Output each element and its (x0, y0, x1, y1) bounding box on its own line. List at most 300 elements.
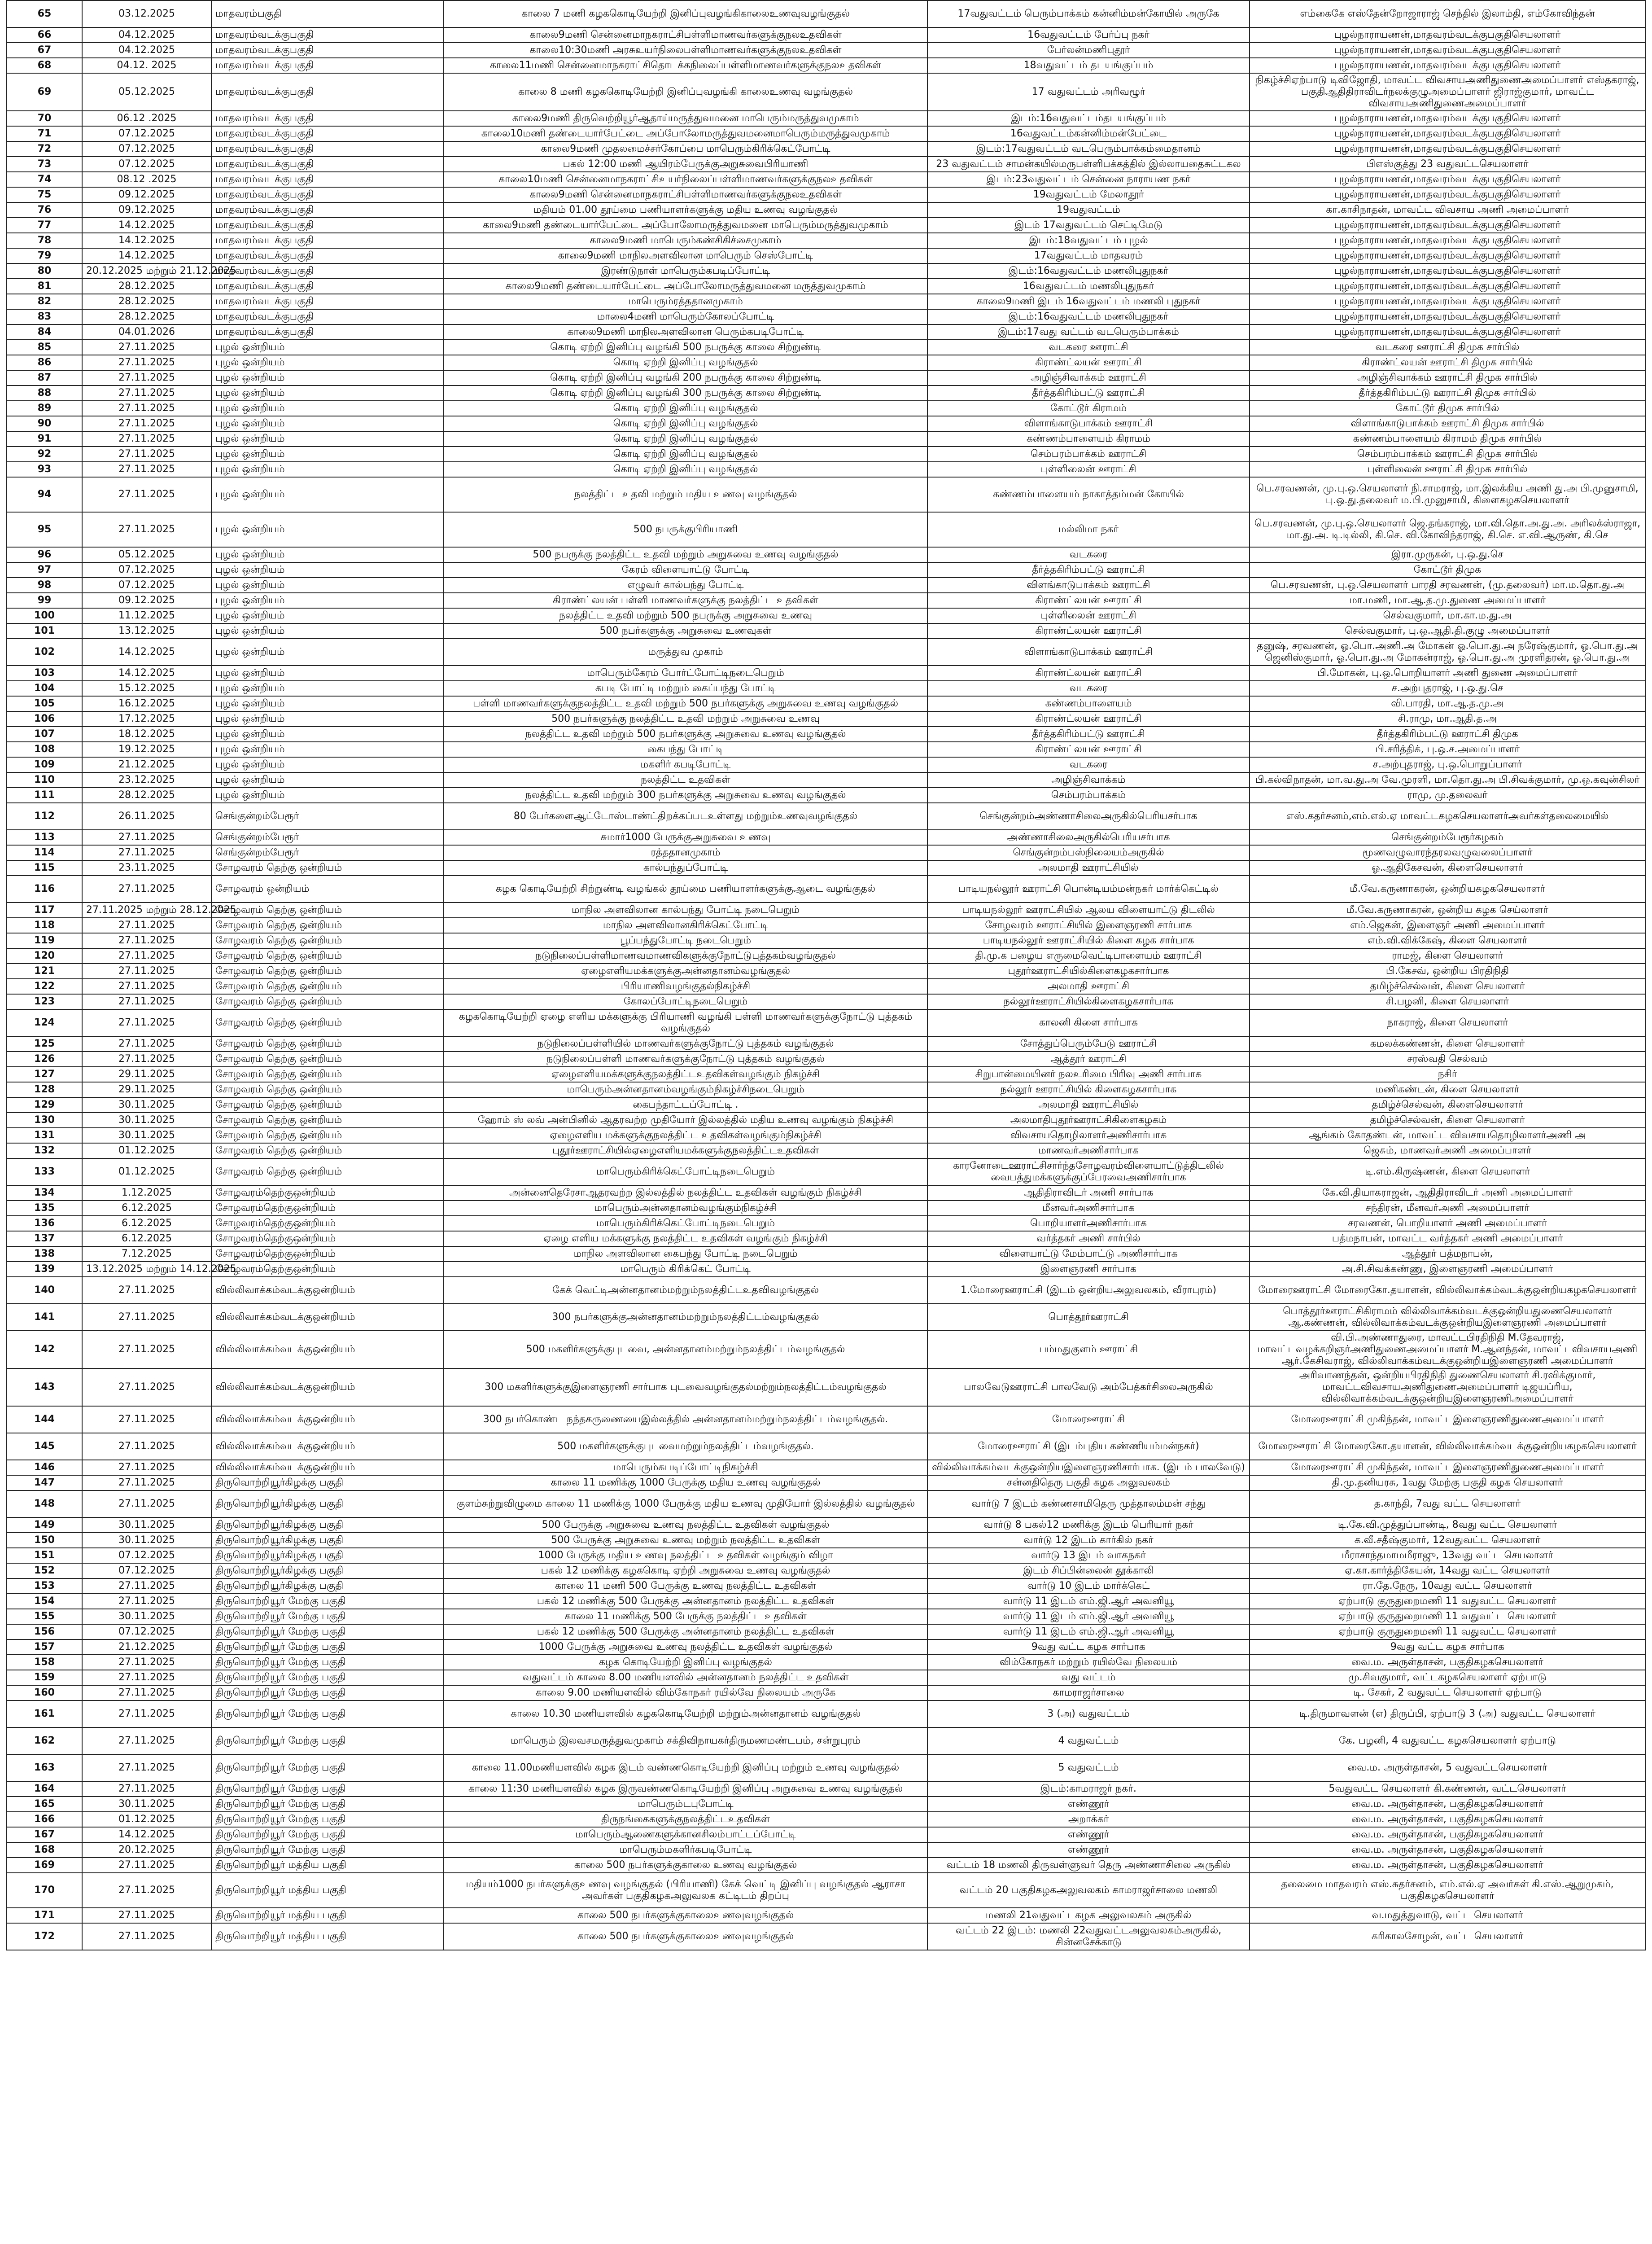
row-venue: 19வதுவட்டம் (927, 202, 1250, 218)
row-number: 71 (7, 126, 82, 141)
row-number: 139 (7, 1262, 82, 1277)
table-row (7, 187, 1645, 202)
row-venue: இடம்:17வதுவட்டம் வடபெரும்பாக்கம்மைதானம் (927, 141, 1250, 157)
row-venue: கிராண்ட்லயன் ஊராட்சி (927, 593, 1250, 608)
row-area: சோழவரம் தெற்கு ஒன்றியம் (211, 979, 444, 994)
table-row (7, 1009, 1645, 1036)
row-event: காலை9மணி சென்னைமாநகராட்சிபள்ளிமாணவர்களுக்குநலஉதவிகள் (444, 27, 927, 43)
row-organiser: புழல்நாராயணன்,மாதவரம்வடக்குபகுதிசெயலாளர் (1250, 294, 1645, 309)
row-venue: சோழவரம் ஊராட்சியில் இளைஞரணி சார்பாக (927, 918, 1250, 933)
row-date: 28.12.2025 (82, 279, 211, 294)
row-venue: சோத்துப்பெரும்பேடு ஊராட்சி (927, 1036, 1250, 1052)
table-row (7, 830, 1645, 845)
row-event: கைபந்தாட்டப்போட்டி . (444, 1097, 927, 1113)
row-event: பகல் 12 மணிக்கு 500 பேருக்கு அன்னதானம் நலத்திட்ட உதவிகள் (444, 1594, 927, 1609)
row-number: 151 (7, 1548, 82, 1563)
row-venue: தீர்த்தகிரிம்பட்டு ஊராட்சி (927, 562, 1250, 578)
row-organiser: பொத்தூர்ஊராட்சிகிராமம் வில்லிவாக்கம்வடக்குஒன்றியதுணைசெயலாளர் ஆ.கண்ணன், வில்லிவாக்கம்வடக்குஒன்றியஇளைஞரணி அமைப்பாளர் (1250, 1304, 1645, 1331)
row-number: 138 (7, 1246, 82, 1262)
row-date: 20.12.2025 (82, 1842, 211, 1858)
row-area: புழல் ஒன்றியம் (211, 696, 444, 711)
row-date: 27.11.2025 (82, 1655, 211, 1670)
row-number: 155 (7, 1609, 82, 1624)
row-venue: விம்கோநகர் மற்றும் ரயில்வே நிலையம் (927, 1655, 1250, 1670)
row-date: 27.11.2025 (82, 1490, 211, 1517)
row-organiser: மோரைஊராட்சி முகிந்தன், மாவட்டஇளைஞரணிதுணைஅமைப்பாளர் (1250, 1460, 1645, 1475)
table-row (7, 462, 1645, 477)
row-date: 19.12.2025 (82, 742, 211, 757)
table-row (7, 1490, 1645, 1517)
row-date: 27.11.2025 (82, 1873, 211, 1908)
row-event: காலை 8 மணி கழககொடியேற்றி இனிப்புவழங்கி காலைஉணவு வழங்குதல் (444, 73, 927, 111)
table-row (7, 1304, 1645, 1331)
row-date: 27.11.2025 (82, 994, 211, 1009)
row-organiser: ஜெசும், மாணவர்அணி அமைப்பாளர் (1250, 1143, 1645, 1158)
row-area: புழல் ஒன்றியம் (211, 355, 444, 370)
row-event: கொடி ஏற்றி இனிப்பு வழங்குதல் (444, 431, 927, 447)
row-area: புழல் ஒன்றியம் (211, 416, 444, 431)
row-date: 27.11.2025 (82, 477, 211, 512)
table-row (7, 58, 1645, 73)
row-number: 149 (7, 1517, 82, 1533)
row-organiser: புழல்நாராயணன்,மாதவரம்வடக்குபகுதிசெயலாளர் (1250, 172, 1645, 187)
row-number: 135 (7, 1201, 82, 1216)
row-event: நடுநிலைப்பள்ளியில் மாணவர்களுக்குநோட்டு புத்தகம் வழங்குதல் (444, 1036, 927, 1052)
row-venue: வார்டு 7 இடம் கண்ணசாமிதெரு முத்தாலம்மன் சந்து (927, 1490, 1250, 1517)
row-area: செங்குன்றம்பேரூர் (211, 830, 444, 845)
row-date: 06.12 .2025 (82, 111, 211, 126)
row-number: 101 (7, 623, 82, 639)
row-event: கால்பந்துப்போட்டி (444, 860, 927, 876)
table-row (7, 324, 1645, 340)
row-event: காலை9மணி திருவெற்றியூர்ஆதாய்மருத்துவமனை மாபெரும்மருத்துவமுகாம் (444, 111, 927, 126)
table-row (7, 1052, 1645, 1067)
row-date: 30.11.2025 (82, 1097, 211, 1113)
row-organiser: ச.அற்புதராஜ், பு.ஒ.பொறுப்பாளர் (1250, 757, 1645, 772)
row-venue: கிராண்ட்லயன் ஊராட்சி (927, 666, 1250, 681)
row-event: கைபந்து போட்டி (444, 742, 927, 757)
row-number: 127 (7, 1067, 82, 1082)
row-organiser: ஏற்பாடு குருதுறைமணி 11 வதுவட்ட செயலாளர் (1250, 1594, 1645, 1609)
row-venue: எண்ணூர் (927, 1842, 1250, 1858)
table-row (7, 1594, 1645, 1609)
table-row (7, 1113, 1645, 1128)
row-date: 05.12.2025 (82, 547, 211, 562)
table-row (7, 681, 1645, 696)
row-organiser: சரஸ்வதி செல்வம் (1250, 1052, 1645, 1067)
row-area: திருவொற்றியூர் மேற்கு பகுதி (211, 1701, 444, 1727)
row-event: காலை9மணி மாபெரும்கண்சிகிச்சைமுகாம் (444, 233, 927, 248)
row-event: காலை 500 நபர்களுக்குகாலைஉணவுவழங்குதல் (444, 1908, 927, 1923)
table-row (7, 639, 1645, 666)
row-number: 107 (7, 727, 82, 742)
row-venue: பாடியநல்லூர் ஊராட்சி பொன்டியம்மன்நகர் மார்க்கெட்டில் (927, 876, 1250, 903)
row-organiser: செல்வகுமார், பு.ஒ.ஆதி.தி.குழு அமைப்பாளர் (1250, 623, 1645, 639)
table-row (7, 994, 1645, 1009)
table-row (7, 788, 1645, 803)
row-venue: வார்டு 11 இடம் எம்.ஜி.ஆர் அவனியூ (927, 1624, 1250, 1639)
row-organiser: எம்.வி.விக்கேஷ், கிளை செயலாளர் (1250, 933, 1645, 948)
table-row (7, 340, 1645, 355)
row-event: கேக் வெட்டிஅன்னதானம்மற்றும்நலத்திட்டஉதவிவழங்குதல் (444, 1277, 927, 1304)
row-event: பகல் 12 மணிக்கு கழககொடி ஏற்றி அறுசுவை உணவு வழங்குதல் (444, 1563, 927, 1578)
row-event: மாபெரும்கேரம் போர்ட்போட்டிநடைபெறும் (444, 666, 927, 681)
row-event: 500 நபருக்குபிரியாணி (444, 512, 927, 547)
row-organiser: கே.வி.தியாகராஜன், ஆதிதிராவிடர் அணி அமைப்பாளர் (1250, 1185, 1645, 1201)
row-number: 132 (7, 1143, 82, 1158)
row-date: 04.12. 2025 (82, 58, 211, 73)
row-venue: அலமாதிபுதூர்ஊராட்சிகிளைகழகம் (927, 1113, 1250, 1128)
row-venue: இடம் சிப்பின்லைன் தூக்காலி (927, 1563, 1250, 1578)
row-venue: மோரைஊராட்சி (927, 1406, 1250, 1433)
row-event: மாபெரும்கிரிக்கெட்போட்டிநடைபெறும் (444, 1216, 927, 1231)
table-row (7, 918, 1645, 933)
table-row (7, 845, 1645, 860)
row-event: இரண்டுநாள் மாபெரும்கபடிப்போட்டி (444, 263, 927, 279)
row-event: மாபெரும்கபடிப்போட்டிநிகழ்ச்சி (444, 1460, 927, 1475)
row-number: 81 (7, 279, 82, 294)
row-event: காலை10மணி தண்டையார்பேட்டை அப்போலோமருத்துவமனைமாபெரும்மருத்துவமுகாம் (444, 126, 927, 141)
row-organiser: ஆங்கம் கோதண்டன், மாவட்ட விவசாயதொழிலாளர்அணி அ (1250, 1128, 1645, 1143)
row-venue: புதூர்ஊராட்சியில்கிளைகழகசார்பாக (927, 964, 1250, 979)
row-number: 93 (7, 462, 82, 477)
row-area: புழல் ஒன்றியம் (211, 477, 444, 512)
row-event: 500 நபர்களுக்கு அறுசுவை உணவுகள் (444, 623, 927, 639)
row-organiser: மா.மணி, மா.ஆ.த.மு.துணை அமைப்பாளர் (1250, 593, 1645, 608)
row-area: புழல் ஒன்றியம் (211, 757, 444, 772)
row-date: 16.12.2025 (82, 696, 211, 711)
row-event: ஏழை எளிய மக்களுக்கு நலத்திட்ட உதவிகள் வழங்கும் நிகழ்ச்சி (444, 1231, 927, 1246)
row-event: கொடி ஏற்றி இனிப்பு வழங்குதல் (444, 355, 927, 370)
row-event: 300 நபர்கொண்ட நந்தகருணையைஇல்லத்தில் அன்னதானம்மற்றும்நலத்திட்டம்வழங்குதல். (444, 1406, 927, 1433)
row-date: 01.12.2025 (82, 1143, 211, 1158)
row-date: 6.12.2025 (82, 1216, 211, 1231)
row-event: கழககொடியேற்றி ஏழை எளிய மக்களுக்கு பிரியாணி வழங்கி பள்ளி மாணவர்களுக்குநோட்டு புத்தகம் வழங்குதல் (444, 1009, 927, 1036)
row-area: சோழவரம் தெற்கு ஒன்றியம் (211, 1082, 444, 1097)
row-number: 88 (7, 386, 82, 401)
row-date: 27.11.2025 (82, 1578, 211, 1594)
row-date: 27.11.2025 (82, 1701, 211, 1727)
row-date: 27.11.2025 (82, 1781, 211, 1797)
row-organiser: மோரைஊராட்சி முகிந்தன், மாவட்டஇளைஞரணிதுணைஅமைப்பாளர் (1250, 1406, 1645, 1433)
row-number: 96 (7, 547, 82, 562)
row-venue: சன்னதிதெரு பகுதி கழக அலுவலகம் (927, 1475, 1250, 1490)
row-venue: 4 வதுவட்டம் (927, 1727, 1250, 1754)
table-row (7, 578, 1645, 593)
row-organiser: 5வதுவட்ட செயலாளர் கி.கண்ணன், வட்டசெயலாளர் (1250, 1781, 1645, 1797)
row-venue: வில்லிவாக்கம்வடக்குஒன்றியஇளைஞரணிசார்பாக. (இடம் பாலவேடு) (927, 1460, 1250, 1475)
row-date: 18.12.2025 (82, 727, 211, 742)
row-number: 102 (7, 639, 82, 666)
row-organiser: மூணவழுவாரந்தரலவழுவலைப்பாளர் (1250, 845, 1645, 860)
row-date: 14.12.2025 (82, 218, 211, 233)
table-row (7, 1036, 1645, 1052)
row-number: 104 (7, 681, 82, 696)
row-date: 27.11.2025 (82, 845, 211, 860)
row-organiser: சந்திரன், மீனவர்அணி அமைப்பாளர் (1250, 1201, 1645, 1216)
row-number: 70 (7, 111, 82, 126)
row-area: திருவொற்றியூர் மேற்கு பகுதி (211, 1797, 444, 1812)
row-number: 87 (7, 370, 82, 386)
row-date: 11.12.2025 (82, 608, 211, 623)
row-event: கொடி ஏற்றி இனிப்பு வழங்குதல் (444, 416, 927, 431)
table-row (7, 903, 1645, 918)
table-row (7, 593, 1645, 608)
row-number: 159 (7, 1670, 82, 1685)
row-area: புழல் ஒன்றியம் (211, 742, 444, 757)
row-number: 86 (7, 355, 82, 370)
row-date: 30.11.2025 (82, 1113, 211, 1128)
row-number: 92 (7, 447, 82, 462)
row-area: புழல் ஒன்றியம் (211, 623, 444, 639)
row-area: திருவொற்றியூர்கிழக்கு பகுதி (211, 1490, 444, 1517)
row-area: மாதவரம்வடக்குபகுதி (211, 202, 444, 218)
row-event: கபடி போட்டி மற்றும் கைப்பந்து போட்டி (444, 681, 927, 696)
row-area: வில்லிவாக்கம்வடக்குஒன்றியம் (211, 1331, 444, 1368)
row-area: மாதவரம்வடக்குபகுதி (211, 279, 444, 294)
row-organiser: செங்குன்றம்பேரூர்கழகம் (1250, 830, 1645, 845)
row-organiser: டி.கே.வி.முத்துப்பாண்டி, 8வது வட்ட செயலாளர் (1250, 1517, 1645, 1533)
row-event: சுமார்1000 பேருக்குஅறுசுவை உணவு (444, 830, 927, 845)
row-venue: வட்டம் 20 பகுதிகழகஅலுவலகம் காமராஜர்சாலை மணலி (927, 1873, 1250, 1908)
row-event: பகல் 12 மணிக்கு 500 பேருக்கு அன்னதானம் நலத்திட்ட உதவிகள் (444, 1624, 927, 1639)
row-event: மாபெரும்அன்னதானம்வழங்கும்நிகழ்ச்சி (444, 1201, 927, 1216)
row-number: 99 (7, 593, 82, 608)
row-venue: 9வது வட்ட கழக சார்பாக (927, 1639, 1250, 1655)
row-event: 500 மகளிர்களுக்குபுடவை, அன்னதானம்மற்றும்நலத்திட்டம்வழங்குதல் (444, 1331, 927, 1368)
row-area: சோழவரம் தெற்கு ஒன்றியம் (211, 1143, 444, 1158)
table-row (7, 742, 1645, 757)
row-date: 27.11.2025 (82, 416, 211, 431)
table-row (7, 1517, 1645, 1533)
row-venue: செம்பரம்பாக்கம் (927, 788, 1250, 803)
row-date: 09.12.2025 (82, 593, 211, 608)
row-number: 90 (7, 416, 82, 431)
table-row (7, 355, 1645, 370)
row-venue: புள்ளிலைன் ஊராட்சி (927, 608, 1250, 623)
row-organiser: புழல்நாராயணன்,மாதவரம்வடக்குபகுதிசெயலாளர் (1250, 233, 1645, 248)
row-venue: வடகரை (927, 757, 1250, 772)
row-event: காலை9மணி சென்னைமாநகராட்சிபள்ளிமாணவர்களுக்குநலஉதவிகள் (444, 187, 927, 202)
row-number: 82 (7, 294, 82, 309)
row-area: சோழவரம் தெற்கு ஒன்றியம் (211, 1158, 444, 1185)
table-row (7, 512, 1645, 547)
row-date: 27.11.2025 (82, 830, 211, 845)
row-event: கொடி ஏற்றி இனிப்பு வழங்கி 500 நபருக்கு காலை சிற்றுண்டி (444, 340, 927, 355)
table-row (7, 608, 1645, 623)
table-row (7, 431, 1645, 447)
row-event: காலை 11 மணிக்கு 500 பேருக்கு நலத்திட்ட உதவிகள் (444, 1609, 927, 1624)
row-date: 27.11.2025 (82, 1475, 211, 1490)
row-organiser: நிகழ்ச்சிஏற்பாடு டிவிஜோதி, மாவட்ட விவசாயஅணிதுணைஅமைப்பாளர் எஸ்தகராஜ், பகுதிஆதிதிராவிடர்நலக்குழுஅமைப்பாளர் ஜிராஜ்குமார், மாவட்ட விவசாயஅணிதுணைஅமைப்பாளர் (1250, 73, 1645, 111)
table-row (7, 1842, 1645, 1858)
row-area: மாதவரம்வடக்குபகுதி (211, 43, 444, 58)
table-row (7, 1128, 1645, 1143)
table-row (7, 1624, 1645, 1639)
row-organiser: வை.ம. அருள்தாசன், பகுதிகழகசெயலாளர் (1250, 1655, 1645, 1670)
table-row (7, 1433, 1645, 1460)
row-organiser: தீர்த்தகிரிம்பட்டு ஊராட்சி திமுக (1250, 727, 1645, 742)
row-organiser: கா.காசிநாதன், மாவட்ட விவசாய அணி அமைப்பாளர் (1250, 202, 1645, 218)
row-date: 27.11.2025 (82, 1594, 211, 1609)
row-organiser: ச.அற்புதராஜ், பு.ஒ.து.செ (1250, 681, 1645, 696)
row-area: மாதவரம்வடக்குபகுதி (211, 157, 444, 172)
table-row (7, 1670, 1645, 1685)
row-organiser: கண்ணம்பாளையம் கிராமம் திமுக சார்பில் (1250, 431, 1645, 447)
table-row (7, 1246, 1645, 1262)
row-event: காலை9மணி மாநிலஅளவிலான மாபெரும் செஸ்போட்டி (444, 248, 927, 263)
row-organiser: புழல்நாராயணன்,மாதவரம்வடக்குபகுதிசெயலாளர் (1250, 187, 1645, 202)
row-date: 29.11.2025 (82, 1082, 211, 1097)
row-organiser: விளாங்காடுபாக்கம் ஊராட்சி திமுக சார்பில் (1250, 416, 1645, 431)
row-area: மாதவரம்வடக்குபகுதி (211, 141, 444, 157)
row-area: புழல் ஒன்றியம் (211, 447, 444, 462)
row-venue: மோரைஊராட்சி (இடம்புதிய கண்ணியம்மன்நகர்) (927, 1433, 1250, 1460)
row-area: சோழவரம் தெற்கு ஒன்றியம் (211, 1052, 444, 1067)
row-date: 07.12.2025 (82, 562, 211, 578)
row-event: மாநில அளவிலான கைபந்து போட்டி நடைபெறும் (444, 1246, 927, 1262)
row-venue: செங்குன்றம்அண்ணாசிலைஅருகில்பெரியசர்பாக (927, 803, 1250, 830)
row-event: பகல் 12:00 மணி ஆயிரம்பேருக்குஅறுசுவைபிரியாணி (444, 157, 927, 172)
row-venue: மணலி 21வதுவட்டகழக அலுவலகம் அருகில் (927, 1908, 1250, 1923)
row-event: மாபெரும்ஆணைகளுக்கானசிலம்பாட்டப்போட்டி (444, 1827, 927, 1842)
row-venue: வட்டம் 18 மணலி திருவள்ளுவர் தெரு அண்ணாசிலை அருகில் (927, 1858, 1250, 1873)
row-area: சோழவரம் தெற்கு ஒன்றியம் (211, 1067, 444, 1082)
row-venue: விளாங்காடுபாக்கம் ஊராட்சி (927, 416, 1250, 431)
row-number: 74 (7, 172, 82, 187)
row-event: காலை 10.30 மணியளவில் கழககொடியேற்றி மற்றும்அன்னதானம் வழங்குதல் (444, 1701, 927, 1727)
row-organiser: எஸ்.கதர்சனம்,எம்.எல்.ஏ மாவட்டகழகசெயலாளர்அவர்கள்தலைமையில் (1250, 803, 1645, 830)
table-row (7, 1655, 1645, 1670)
row-venue: அண்ணாசிலைஅருகில்பெரியசர்பாக (927, 830, 1250, 845)
row-venue: அழிஞ்சிவாக்கம் (927, 772, 1250, 788)
row-area: மாதவரம்வடக்குபகுதி (211, 309, 444, 324)
row-date: 27.11.2025 (82, 1923, 211, 1950)
row-number: 118 (7, 918, 82, 933)
row-date: 27.11.2025 (82, 1908, 211, 1923)
row-venue: 18வதுவட்டம் தடயங்குப்பம் (927, 58, 1250, 73)
row-venue: வட்டம் 22 இடம்: மணலி 22வதுவட்டஅலுவலகம்அருகில், சின்னசேக்காடு (927, 1923, 1250, 1950)
row-area: சோழவரம் தெற்கு ஒன்றியம் (211, 1009, 444, 1036)
row-organiser: பி.மோகன், பு.ஒ.பொறியாளர் அணி துணை அமைப்பாளர் (1250, 666, 1645, 681)
row-venue: அலமாதி ஊராட்சியில் (927, 1097, 1250, 1113)
row-organiser: ஏ.கா.கார்த்திகேயன், 14வது வட்ட செயலாளர் (1250, 1563, 1645, 1578)
row-number: 130 (7, 1113, 82, 1128)
row-organiser: புழல்நாராயணன்,மாதவரம்வடக்குபகுதிசெயலாளர் (1250, 279, 1645, 294)
row-area: வில்லிவாக்கம்வடக்குஒன்றியம் (211, 1406, 444, 1433)
row-organiser: பெ.சரவணன், பு.ஒ.செயலாளர் பாரதி சரவணன், (மு.தலைவர்) மா.ம.தொ.து.அ (1250, 578, 1645, 593)
row-number: 114 (7, 845, 82, 860)
table-row (7, 711, 1645, 727)
row-organiser: தமிழ்ச்செல்வன், கிளை செயலாளர் (1250, 979, 1645, 994)
row-venue: 17வதுவட்டம் மாதவரம் (927, 248, 1250, 263)
table-row (7, 772, 1645, 788)
table-row (7, 1406, 1645, 1433)
row-venue: காமராஜர்சாலை (927, 1685, 1250, 1701)
row-event: கிராண்ட்லயன் பள்ளி மாணவர்களுக்கு நலத்திட்ட உதவிகள் (444, 593, 927, 608)
row-venue: பாடியநல்லூர் ஊராட்சியில் கிளை கழக சார்பாக (927, 933, 1250, 948)
row-event: ஏழைஎளியமக்களுக்குஅன்னதானம்வழங்குதல் (444, 964, 927, 979)
row-date: 13.12.2025 (82, 623, 211, 639)
table-row (7, 1231, 1645, 1246)
row-event: கொடி ஏற்றி இனிப்பு வழங்குதல் (444, 401, 927, 416)
row-event: 500 நபர்களுக்கு நலத்திட்ட உதவி மற்றும் அறுசுவை உணவு (444, 711, 927, 727)
row-area: மாதவரம்வடக்குபகுதி (211, 218, 444, 233)
row-number: 83 (7, 309, 82, 324)
table-row (7, 263, 1645, 279)
row-organiser: பெ.சரவணன், மு.பு.ஒ.செயலாளர் ஜெ.தங்கராஜ், மா.வி.தொ.அ.து.அ. அரிலக்ஸ்ராஜா, மா.து.அ. டி.டில்லி, கி.செ. வி.கோவிந்தராஜ், கி.செ. எ.வி.ஆருண், கி.செ (1250, 512, 1645, 547)
row-number: 156 (7, 1624, 82, 1639)
row-event: காலை10:30மணி அரசுஉயர்நிலைபள்ளிமாணவர்களுக்குநலஉதவிகள் (444, 43, 927, 58)
row-date: 27.11.2025 (82, 386, 211, 401)
row-number: 137 (7, 1231, 82, 1246)
row-date: 13.12.2025 மற்றும் 14.12.2025 (82, 1262, 211, 1277)
row-venue: வார்டு 13 இடம் வாகநகர் (927, 1548, 1250, 1563)
row-number: 167 (7, 1827, 82, 1842)
table-row (7, 1262, 1645, 1277)
row-number: 73 (7, 157, 82, 172)
row-number: 144 (7, 1406, 82, 1433)
row-venue: இடம்:16வதுவட்டம்தடயங்குப்பம் (927, 111, 1250, 126)
row-organiser: புழல்நாராயணன்,மாதவரம்வடக்குபகுதிசெயலாளர் (1250, 141, 1645, 157)
row-area: வில்லிவாக்கம்வடக்குஒன்றியம் (211, 1460, 444, 1475)
row-number: 125 (7, 1036, 82, 1052)
row-organiser: மணிகண்டன், கிளை செயலாளர் (1250, 1082, 1645, 1097)
row-area: புழல் ஒன்றியம் (211, 788, 444, 803)
table-row (7, 202, 1645, 218)
row-organiser: ஆத்தூர் பத்மநாபன், (1250, 1246, 1645, 1262)
row-event: திருநங்கைகளுக்குநலத்திட்டஉதவிகள் (444, 1812, 927, 1827)
row-organiser: புழல்நாராயணன்,மாதவரம்வடக்குபகுதிசெயலாளர் (1250, 111, 1645, 126)
row-event: காலை9மணி முதலமைச்சர்கோப்பை மாபெரும்கிரிக்கெட்போட்டி (444, 141, 927, 157)
row-organiser: கே. பழனி, 4 வதுவட்ட கழகசெயலாளர் ஏற்பாடு (1250, 1727, 1645, 1754)
row-number: 76 (7, 202, 82, 218)
row-organiser: ஏற்பாடு குருதுறைமணி 11 வதுவட்ட செயலாளர் (1250, 1609, 1645, 1624)
row-event: ஏழைஎளியமக்களுக்குநலத்திட்டஉதவிகள்வழங்கும் நிகழ்ச்சி (444, 1067, 927, 1082)
row-number: 94 (7, 477, 82, 512)
row-event: நலத்திட்ட உதவி மற்றும் 500 நபர்களுக்கு அறுசுவை உணவு வழங்குதல் (444, 727, 927, 742)
row-date: 27.11.2025 (82, 964, 211, 979)
row-number: 98 (7, 578, 82, 593)
row-area: வில்லிவாக்கம்வடக்குஒன்றியம் (211, 1368, 444, 1406)
row-organiser: இரா.முருகன், பு.ஒ.து.செ (1250, 547, 1645, 562)
row-area: புழல் ஒன்றியம் (211, 608, 444, 623)
row-date: 07.12.2025 (82, 141, 211, 157)
row-organiser: புழல்நாராயணன்,மாதவரம்வடக்குபகுதிசெயலாளர் (1250, 126, 1645, 141)
row-venue: சிறுபான்மையினர் நலஉரிமை பிரிவு அணி சார்பாக (927, 1067, 1250, 1082)
row-date: 14.12.2025 (82, 248, 211, 263)
row-event: மாலை4மணி மாபெரும்கோலப்போட்டி (444, 309, 927, 324)
row-date: 27.11.2025 (82, 1368, 211, 1406)
row-event: மதியம் 01.00 தூய்மை பணியாளர்களுக்கு மதிய உணவு வழங்குதல் (444, 202, 927, 218)
row-organiser: 9வது வட்ட கழக சார்பாக (1250, 1639, 1645, 1655)
row-number: 109 (7, 757, 82, 772)
row-event: மாநில அளவிலானகிரிக்கெட்போட்டி (444, 918, 927, 933)
row-area: திருவொற்றியூர் மத்திய பகுதி (211, 1873, 444, 1908)
row-area: திருவொற்றியூர்கிழக்கு பகுதி (211, 1517, 444, 1533)
table-row (7, 1781, 1645, 1797)
row-venue: வடகரை (927, 681, 1250, 696)
row-number: 165 (7, 1797, 82, 1812)
row-venue: பாடியநல்லூர் ஊராட்சியில் ஆலய விளையாட்டு திடலில் (927, 903, 1250, 918)
row-area: சோழவரம் தெற்கு ஒன்றியம் (211, 933, 444, 948)
row-date: 26.11.2025 (82, 803, 211, 830)
row-area: திருவொற்றியூர் மத்திய பகுதி (211, 1923, 444, 1950)
row-organiser: ஏற்பாடு குருதுறைமணி 11 வதுவட்ட செயலாளர் (1250, 1624, 1645, 1639)
row-event: பூப்பந்துபோட்டி நடைபெறும் (444, 933, 927, 948)
table-row (7, 727, 1645, 742)
row-event: கழக கொடியேற்றி இனிப்பு வழங்குதல் (444, 1655, 927, 1670)
